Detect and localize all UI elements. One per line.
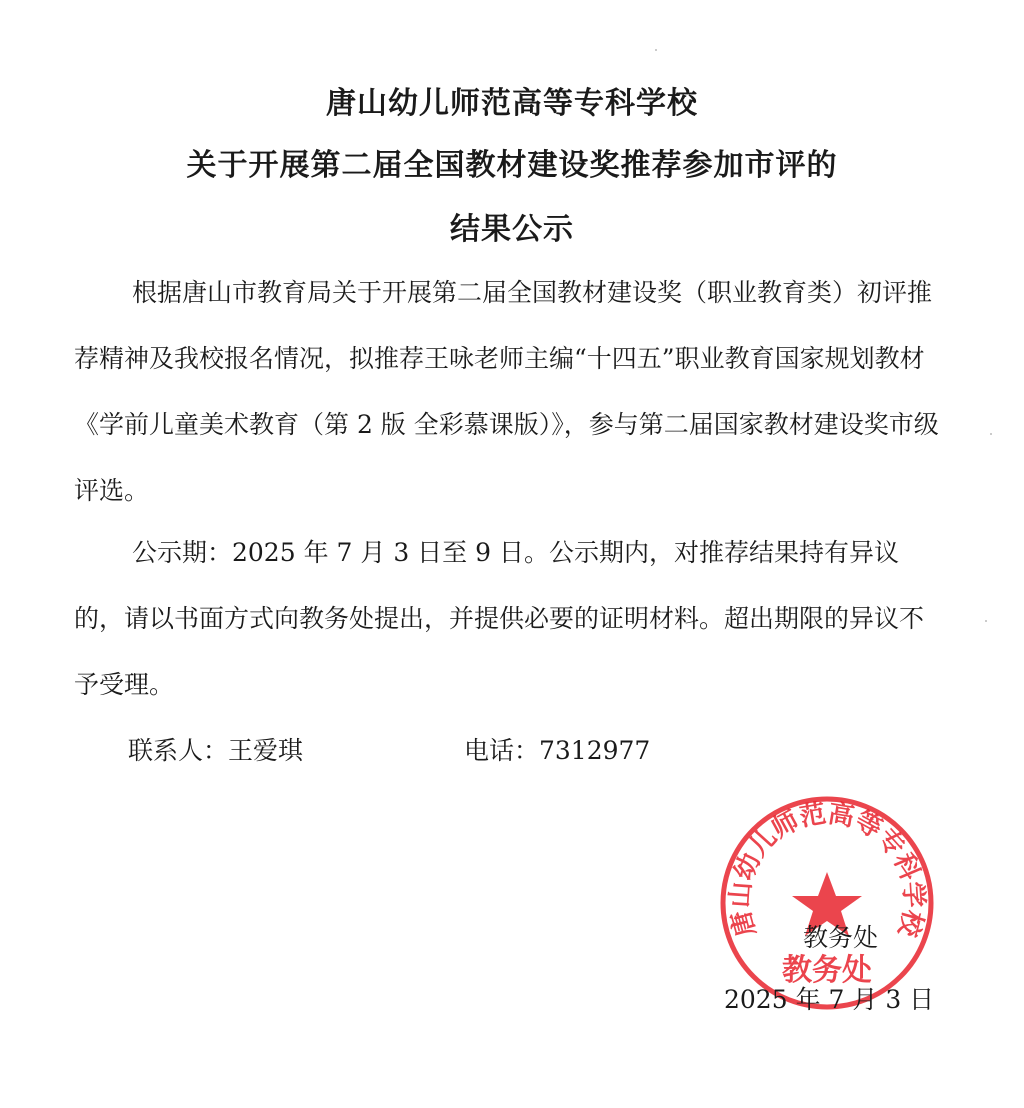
scan-speck: [985, 620, 987, 622]
contact-person: 联系人：王爱琪: [128, 736, 304, 765]
seal-ring-text: 唐山幼儿师范高等专科学校: [725, 798, 929, 940]
contact-line: [128, 718, 651, 784]
scan-speck: [655, 49, 657, 51]
body-paragraph-2: 公示期：2025 年 7 月 3 日至 9 日。公示期内，对推荐结果持有异议的，请以书面方式向教务处提出，并提供必要的证明材料。超出期限的异议不予受理。: [74, 538, 925, 699]
title-line-1: 唐山幼儿师范高等专科学校: [326, 86, 698, 121]
contact-phone: 电话：7312977: [464, 736, 651, 765]
body-paragraph-1: 根据唐山市教育局关于开展第二届全国教材建设奖（职业教育类）初评推荐精神及我校报名情况，拟推荐王咏老师主编“十四五”职业教育国家规划教材《学前儿童美术教育（第 2 版 全彩慕课版）》，参与第二届国家教材建设奖市级评选。: [74, 278, 939, 505]
issuing-department: 教务处: [803, 923, 879, 952]
issue-date: 2025 年 7 月 3 日: [724, 985, 935, 1014]
title-line-2: 关于开展第二届全国教材建设奖推荐参加市评的: [186, 148, 838, 183]
scan-speck: [990, 433, 992, 435]
title-line-3: 结果公示: [450, 212, 574, 247]
seal-center-text: 教务处: [782, 953, 872, 988]
